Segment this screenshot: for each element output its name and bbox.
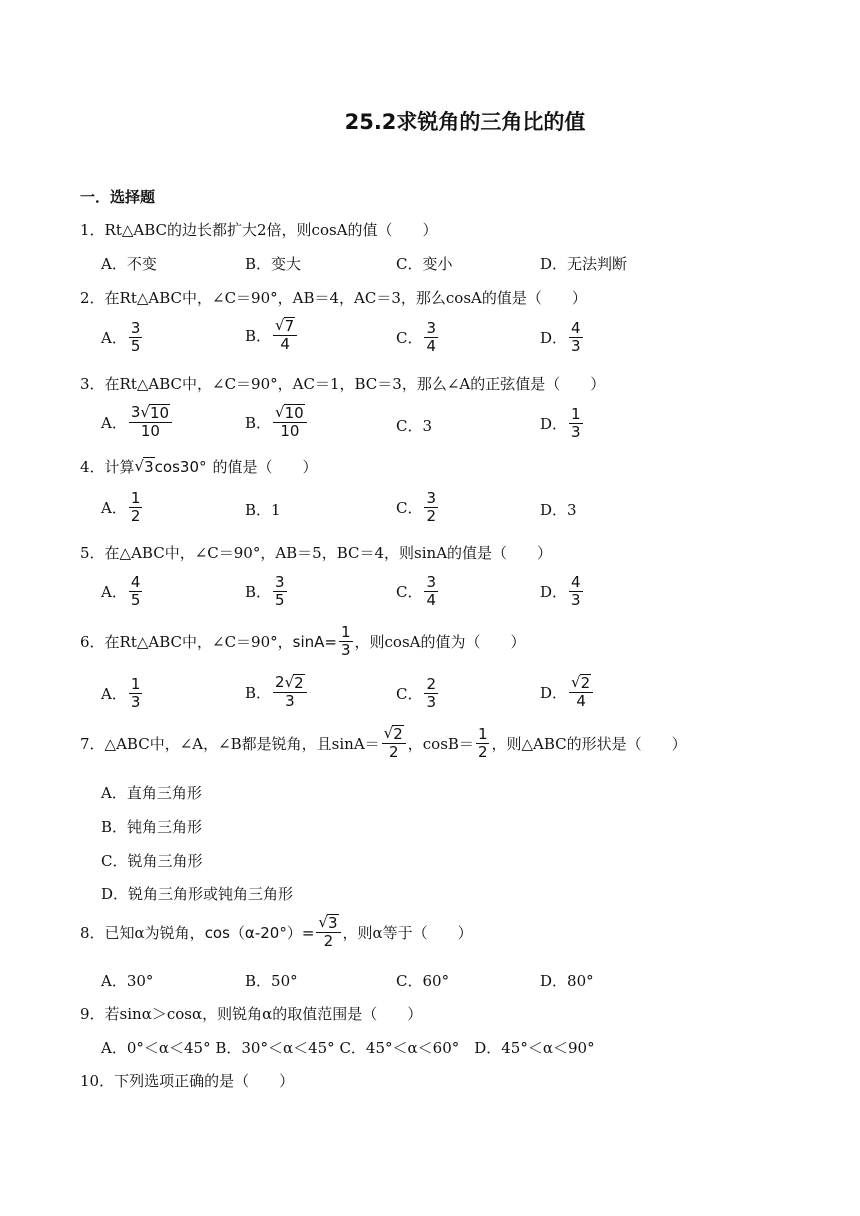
q5-option-c <box>396 574 440 609</box>
option-label: B． <box>245 583 272 601</box>
q7-option-d: D．锐角三角形或钝角三角形 <box>101 885 294 903</box>
fraction: $\frac{1}{2}$ <box>477 724 488 761</box>
option-label: B． <box>245 326 272 345</box>
fraction: $\frac{3}{4}$ <box>426 319 437 355</box>
question-10: 10．下列选项正确的是（ ） <box>80 1072 295 1090</box>
fraction: √ 10 10 <box>273 404 307 440</box>
question-8: 8．已知α为锐角， cos（α-20°）= √ 3 2 ，则α等于（ ） <box>80 913 473 950</box>
q3-option-d <box>540 406 585 441</box>
fraction: $\frac{1}{3}$ <box>130 675 141 711</box>
q8-option-c: C．60° <box>396 972 450 990</box>
fraction: $\frac{3}{5}$ <box>275 573 285 609</box>
fraction: $\frac{1}{3}$ <box>571 405 581 441</box>
q7-option-b: B．钝角三角形 <box>101 818 203 836</box>
option-label: C． <box>396 583 423 601</box>
option-label: B． <box>245 683 272 702</box>
q2-option-d <box>540 320 585 355</box>
q4-option-a <box>101 490 144 525</box>
q9-options: A．0°＜α＜45° B．30°＜α＜45° C．45°＜α＜60° D．45°＜α＜90° <box>101 1039 595 1057</box>
option-label: C． <box>396 499 423 517</box>
fraction: $\frac{4}{3}$ <box>571 573 581 609</box>
q8-option-a: A．30° <box>101 972 154 990</box>
fraction: √ 2 2 <box>382 725 406 761</box>
option-label: B． <box>245 413 272 432</box>
q4-option-d: D．3 <box>540 501 577 519</box>
question-6: 6．在Rt△ABC中，∠C＝90°， sinA= $\frac{1}{3}$ ，则cosA的值为（ ） <box>80 623 526 659</box>
q3-option-a <box>101 404 174 440</box>
option-label: A． <box>101 499 127 517</box>
q6-option-b <box>245 674 309 710</box>
q6-option-a <box>101 676 144 711</box>
option-label: A． <box>101 583 127 601</box>
option-label: A． <box>101 329 127 347</box>
fraction: $\frac{3}{5}$ <box>130 319 141 355</box>
q5-option-d <box>540 574 585 609</box>
sqrt-expression: √ 3 <box>134 457 154 476</box>
q2-option-b <box>245 317 299 353</box>
q1-option-d: D．无法判断 <box>540 255 628 273</box>
question-2: 2．在Rt△ABC中，∠C＝90°，AB＝4，AC＝3，那么cosA的值是（ ） <box>80 289 587 307</box>
q7-option-a: A．直角三角形 <box>101 784 202 802</box>
fraction: $\frac{2}{3}$ <box>426 675 437 711</box>
q5-option-b <box>245 574 289 609</box>
fraction: $\frac{3}{2}$ <box>426 489 437 525</box>
question-7: 7．△ABC中，∠A，∠B都是锐角，且sinA＝ √ 2 2 ，cosB＝ $\frac{1}{2}$ ，则△ABC的形状是（ ） <box>80 724 687 761</box>
q7-option-c: C．锐角三角形 <box>101 852 203 870</box>
fraction: 2 √ 2 3 <box>273 674 307 710</box>
page-title: 25.2求锐角的三角比的值 <box>344 110 586 134</box>
q1-option-b: B．变大 <box>245 255 302 273</box>
question-3: 3．在Rt△ABC中，∠C＝90°，AC＝1，BC＝3，那么∠A的正弦值是（ ） <box>80 375 606 393</box>
fraction: $\frac{1}{3}$ <box>340 623 351 659</box>
fraction: √ 3 2 <box>316 914 340 950</box>
q5-option-a <box>101 574 144 609</box>
fraction: √ 7 4 <box>273 317 297 353</box>
q8-option-d: D．80° <box>540 972 594 990</box>
q4-option-c <box>396 490 440 525</box>
option-label: D． <box>540 683 568 702</box>
q6-option-c <box>396 676 440 711</box>
option-label: A． <box>101 685 127 703</box>
q2-option-a <box>101 320 144 355</box>
question-5: 5．在△ABC中，∠C＝90°，AB＝5，BC＝4，则sinA的值是（ ） <box>80 544 553 562</box>
q2-option-c <box>396 320 440 355</box>
fraction: $\frac{3}{4}$ <box>426 573 437 609</box>
question-1: 1．Rt△ABC的边长都扩大2倍，则cosA的值（ ） <box>80 221 438 239</box>
fraction: √ 2 4 <box>569 674 593 710</box>
q3-option-b <box>245 404 309 440</box>
q1-option-a: A．不变 <box>101 255 157 273</box>
option-label: D． <box>540 583 568 601</box>
q3-option-c: C．3 <box>396 417 433 435</box>
q8-option-b: B．50° <box>245 972 298 990</box>
q4-option-b: B．1 <box>245 501 281 519</box>
option-label: A． <box>101 413 127 432</box>
fraction: $\frac{4}{5}$ <box>130 573 141 609</box>
option-label: C． <box>396 685 423 703</box>
option-label: D． <box>540 415 568 433</box>
question-4: 4．计算 √ 3 cos30° 的值是（ ） <box>80 457 318 476</box>
fraction: $\frac{4}{3}$ <box>571 319 581 355</box>
q6-option-d <box>540 674 595 710</box>
fraction: $\frac{1}{2}$ <box>130 489 141 525</box>
option-label: C． <box>396 329 423 347</box>
option-label: D． <box>540 329 568 347</box>
section-heading: 一．选择题 <box>80 188 156 206</box>
question-9: 9．若sinα＞cosα，则锐角α的取值范围是（ ） <box>80 1005 423 1023</box>
fraction: 3 √ 10 10 <box>129 404 172 440</box>
q1-option-c: C．变小 <box>396 255 453 273</box>
